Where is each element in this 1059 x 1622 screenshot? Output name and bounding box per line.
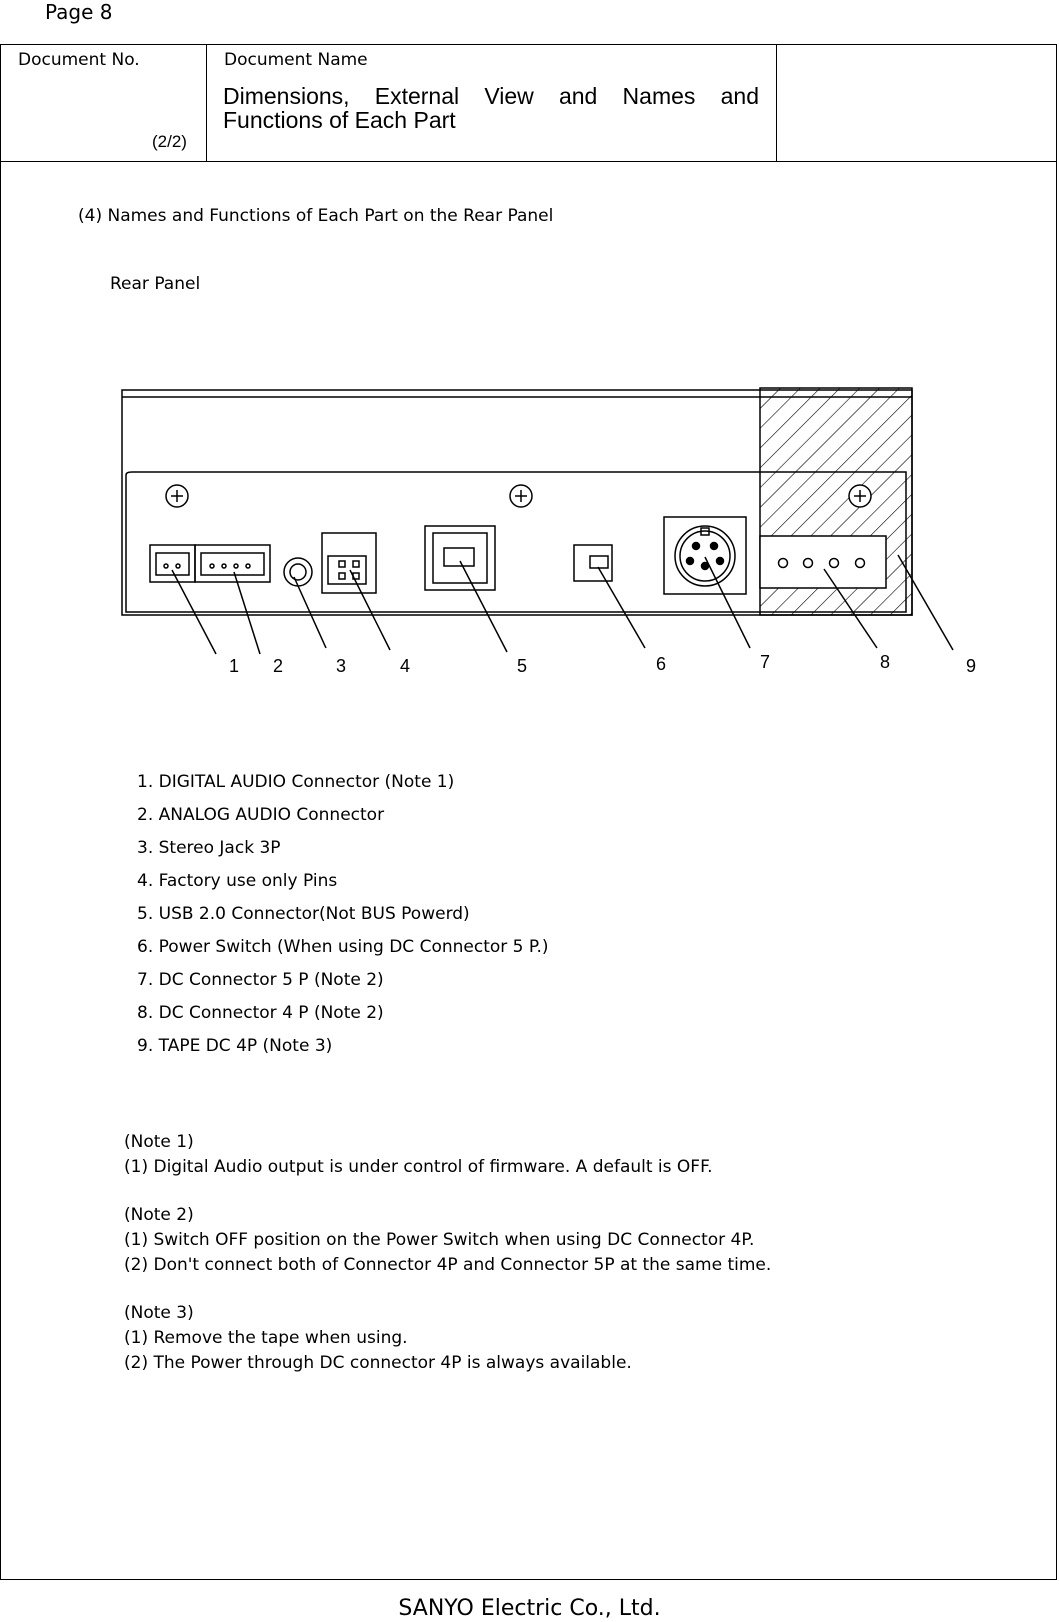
section-title: (4) Names and Functions of Each Part on the Rear Panel [78, 206, 554, 226]
callout-6: 6 [656, 654, 667, 674]
callout-labels [229, 652, 976, 676]
callout-1: 1 [229, 656, 240, 676]
note-line: (1) Digital Audio output is under control of firmware. A default is OFF. [124, 1157, 713, 1177]
stereo-jack [284, 558, 312, 586]
analog-audio-connector [195, 545, 270, 582]
footer-company: SANYO Electric Co., Ltd. [398, 1596, 661, 1621]
screw-icon [166, 485, 188, 507]
notes-section [124, 1130, 771, 1376]
list-item: 6. Power Switch (When using DC Connector 5 P.) [137, 937, 549, 957]
usb-connector [425, 526, 495, 590]
factory-pins [322, 533, 376, 593]
note-line: (1) Remove the tape when using. [124, 1328, 408, 1348]
digital-audio-connector [150, 545, 195, 582]
note-line: (2) The Power through DC connector 4P is always available. [124, 1353, 632, 1373]
note-1-title: (Note 1) [124, 1132, 194, 1152]
rear-panel-heading: Rear Panel [110, 274, 201, 294]
callout-8: 8 [880, 652, 891, 672]
screw-icon [510, 485, 532, 507]
rear-panel-diagram [0, 0, 1059, 720]
note-2-title: (Note 2) [124, 1205, 194, 1225]
note-line: (2) Don't connect both of Connector 4P and Connector 5P at the same time. [124, 1255, 772, 1275]
list-item: 2. ANALOG AUDIO Connector [137, 805, 385, 825]
note-3-title: (Note 3) [124, 1303, 194, 1323]
callout-5: 5 [517, 656, 528, 676]
list-item: 1. DIGITAL AUDIO Connector (Note 1) [137, 772, 455, 792]
screw-icon [849, 485, 871, 507]
document-number-label: Document No. [18, 50, 140, 70]
list-item: 4. Factory use only Pins [137, 871, 338, 891]
list-item: 8. DC Connector 4 P (Note 2) [137, 1003, 384, 1023]
list-item: 5. USB 2.0 Connector(Not BUS Powerd) [137, 904, 470, 924]
list-item: 7. DC Connector 5 P (Note 2) [137, 970, 384, 990]
callout-2: 2 [273, 656, 284, 676]
power-switch [574, 545, 612, 581]
callout-3: 3 [336, 656, 347, 676]
document-name-value: Dimensions, External View and Names and Functions of Each Part [223, 83, 759, 133]
callout-9: 9 [966, 656, 977, 676]
list-item: 3. Stereo Jack 3P [137, 838, 281, 858]
note-line: (1) Switch OFF position on the Power Switch when using DC Connector 4P. [124, 1230, 755, 1250]
document-number-value: (2/2) [152, 132, 187, 151]
document-name-label: Document Name [224, 50, 368, 70]
dc-connector-4p [760, 536, 886, 588]
callout-7: 7 [760, 652, 771, 672]
dc-connector-5p [664, 517, 746, 594]
list-item: 9. TAPE DC 4P (Note 3) [137, 1036, 333, 1056]
page-number: Page 8 [45, 0, 113, 24]
parts-list [137, 770, 549, 1067]
callout-4: 4 [400, 656, 411, 676]
